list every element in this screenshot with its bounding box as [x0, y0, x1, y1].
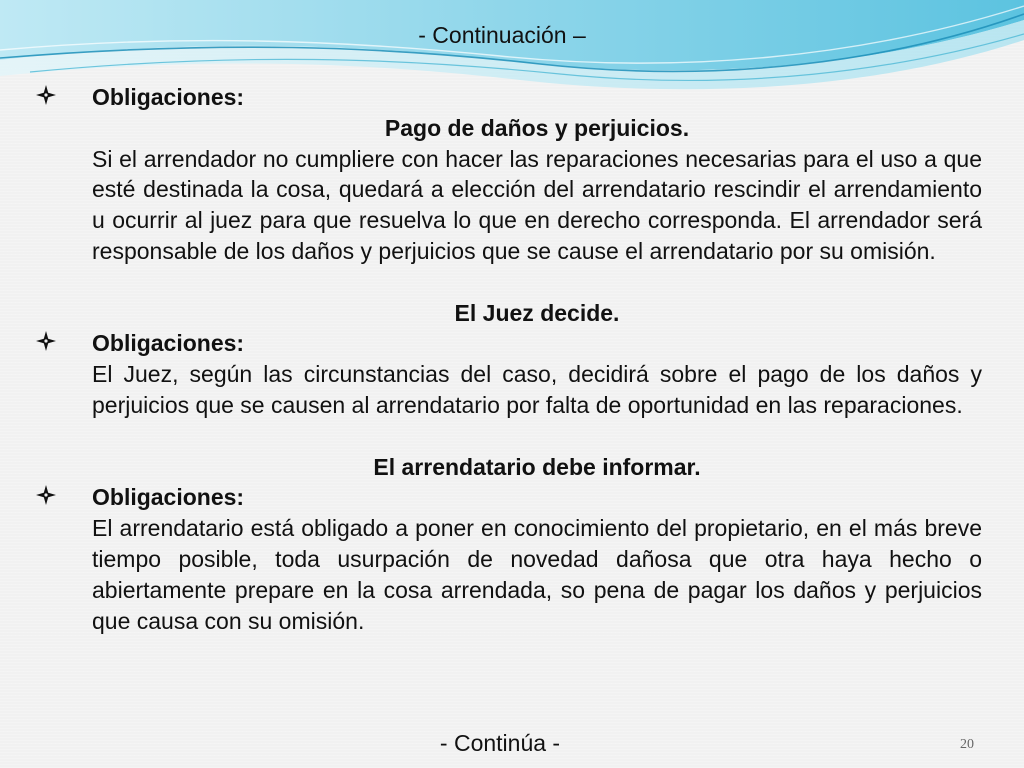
slide-header: - Continuación –	[418, 22, 586, 48]
section-body: Si el arrendador no cumpliere con hacer las reparaciones necesarias para el uso a que esté destinada la cosa, quedará a elección del arrendatario rescindir el arrendamiento u ocurrir al juez para que resuelva lo que en derecho corresponda. El arrendador será responsable de los daños y perjuicios que se cause el arrendatario por su omisión.	[92, 145, 982, 264]
slide-footer: - Continúa -	[439, 730, 561, 756]
slide-content	[92, 82, 982, 636]
section-title: Obligaciones:	[92, 84, 245, 110]
section-heading	[92, 328, 982, 359]
section-title: Obligaciones:	[92, 484, 245, 511]
section-subtitle: El Juez decide.	[454, 299, 620, 326]
diamond-star-bullet-icon	[36, 331, 56, 351]
section-heading	[92, 82, 982, 113]
page-number: 20	[960, 737, 974, 752]
section-heading	[92, 482, 982, 513]
section-body: El arrendatario está obligado a poner en conocimiento del propietario, en el más breve tiempo posible, toda usurpación de novedad dañosa que otra haya hecho o abiertamente prepare en la cosa arrendada, so pena de pagar los daños y perjuicios que causa con su omisión.	[92, 515, 982, 634]
diamond-star-bullet-icon	[36, 85, 56, 105]
diamond-star-bullet-icon	[36, 485, 56, 505]
section-subtitle: Pago de daños y perjuicios.	[384, 114, 690, 141]
section-title: Obligaciones:	[92, 330, 245, 357]
section-body: El Juez, según las circunstancias del caso, decidirá sobre el pago de los daños y perjuicios que se causen al arrendatario por falta de oportunidad en las reparaciones.	[92, 361, 982, 418]
section-2	[92, 298, 982, 421]
section-3	[92, 452, 982, 637]
section-1	[92, 82, 982, 267]
section-subtitle: El arrendatario debe informar.	[373, 453, 701, 480]
